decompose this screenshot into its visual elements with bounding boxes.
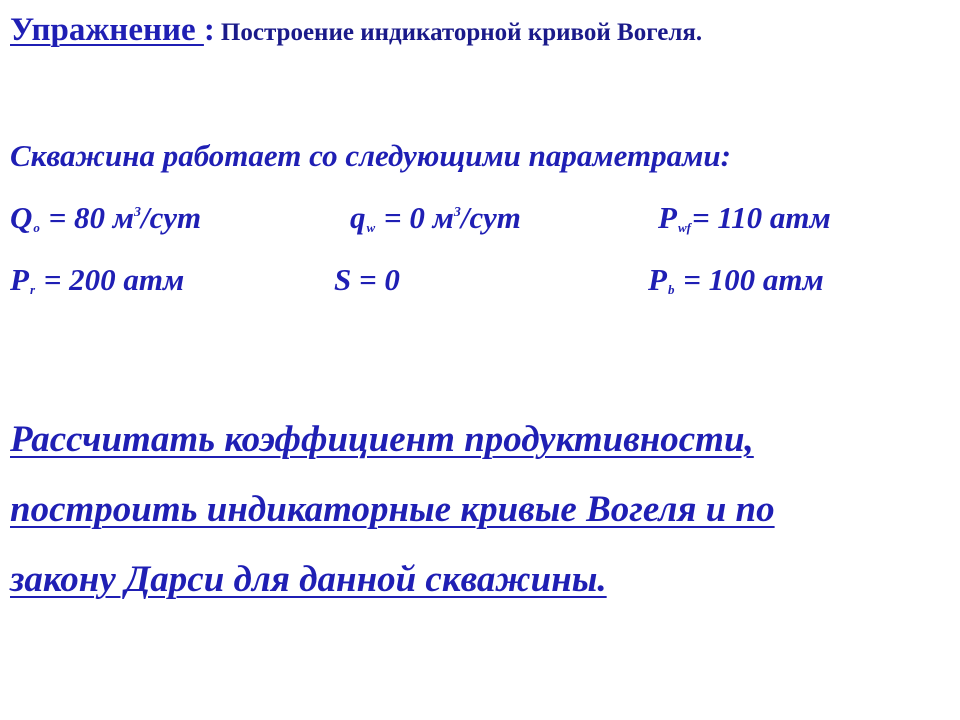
parameters-intro: Скважина работает со следующими параметрами: [10, 138, 731, 173]
exercise-title: Построение индикаторной кривой Вогеля. [220, 19, 703, 46]
param-s: S = 0 [334, 262, 400, 297]
param-pb: $P_b = 100$ атм [648, 262, 824, 297]
exercise-label: Упражнение [10, 12, 204, 48]
task-line-3: закону Дарси для данной скважины. [10, 559, 607, 600]
param-q0: $Q_о = 80$ $м^3$/сут [10, 200, 202, 235]
param-pwf: $P_{wf}= 110$ атм [658, 200, 831, 235]
exercise-heading [10, 12, 702, 49]
exercise-colon: : [203, 12, 215, 48]
task-line-2: построить индикаторные кривые Вогеля и по [10, 489, 775, 530]
task-line-1: Рассчитать коэффициент продуктивности, [10, 419, 754, 460]
param-pr: $P_r = 200$ атм [10, 262, 185, 297]
param-qw: $q_w = 0$ $м^3$/сут [350, 200, 521, 235]
